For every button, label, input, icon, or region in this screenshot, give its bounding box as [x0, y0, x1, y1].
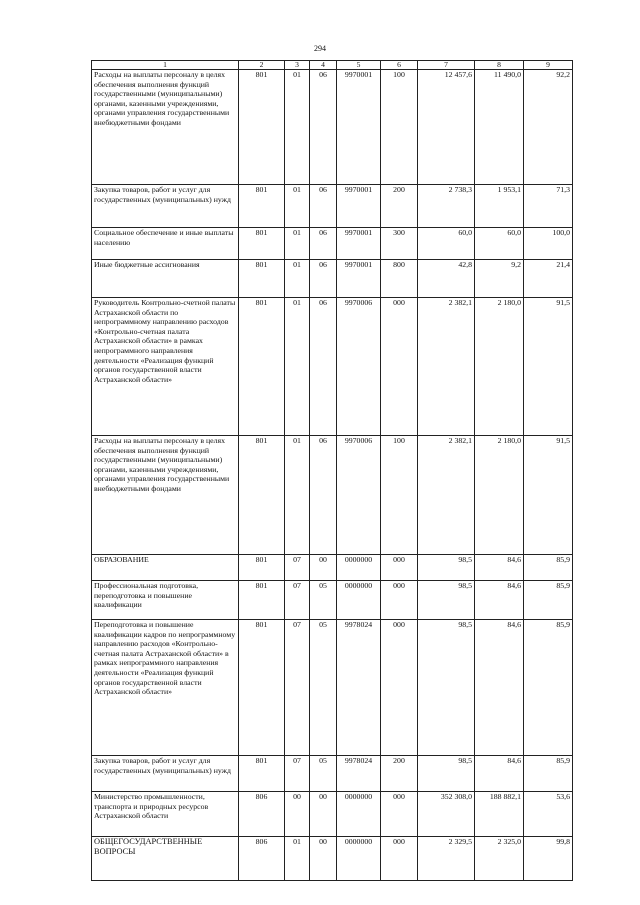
cell-ministry-code: 801 — [239, 70, 285, 185]
cell-percent: 85,9 — [524, 620, 573, 756]
row-name: Руководитель Контрольно-счетной палаты Астраханской области по непрограммному направлению расходов «Контрольно-счетная палата Астраханской области» в рамках непрограммного направления деятельности «Реализация функций органов государственной власти Астраханской области» — [92, 298, 239, 436]
cell-target-article: 0000000 — [337, 837, 381, 881]
cell-expense-type: 000 — [381, 837, 418, 881]
cell-percent: 91,5 — [524, 298, 573, 436]
row-name: Министерство промышленности, транспорта и природных ресурсов Астраханской области — [92, 792, 239, 837]
cell-section: 07 — [285, 756, 310, 792]
cell-section: 07 — [285, 620, 310, 756]
cell-expense-type: 200 — [381, 756, 418, 792]
cell-section: 07 — [285, 555, 310, 581]
cell-planned: 60,0 — [418, 228, 475, 260]
cell-target-article: 9970006 — [337, 298, 381, 436]
cell-target-article: 9970001 — [337, 185, 381, 228]
table-row — [92, 185, 573, 228]
cell-percent: 85,9 — [524, 756, 573, 792]
cell-percent: 100,0 — [524, 228, 573, 260]
cell-subsection: 06 — [310, 185, 337, 228]
header-cell: 5 — [337, 61, 381, 70]
page-number: 294 — [314, 44, 326, 53]
cell-ministry-code: 806 — [239, 792, 285, 837]
cell-percent: 92,2 — [524, 70, 573, 185]
cell-section: 01 — [285, 260, 310, 298]
cell-planned: 98,5 — [418, 555, 475, 581]
table-row — [92, 436, 573, 555]
header-cell: 6 — [381, 61, 418, 70]
row-name: Закупка товаров, работ и услуг для государственных (муниципальных) нужд — [92, 185, 239, 228]
cell-expense-type: 000 — [381, 555, 418, 581]
cell-percent: 91,5 — [524, 436, 573, 555]
header-cell: 3 — [285, 61, 310, 70]
cell-section: 01 — [285, 228, 310, 260]
cell-expense-type: 300 — [381, 228, 418, 260]
table-row — [92, 555, 573, 581]
cell-section: 01 — [285, 298, 310, 436]
cell-ministry-code: 806 — [239, 837, 285, 881]
cell-subsection: 06 — [310, 228, 337, 260]
cell-planned: 98,5 — [418, 620, 475, 756]
cell-planned: 98,5 — [418, 581, 475, 620]
header-cell: 9 — [524, 61, 573, 70]
cell-subsection: 06 — [310, 260, 337, 298]
cell-subsection: 05 — [310, 620, 337, 756]
budget-table — [91, 60, 573, 881]
cell-subsection: 00 — [310, 555, 337, 581]
cell-expense-type: 000 — [381, 620, 418, 756]
cell-planned: 98,5 — [418, 756, 475, 792]
table-row — [92, 298, 573, 436]
cell-section: 01 — [285, 837, 310, 881]
table-row — [92, 756, 573, 792]
cell-actual: 1 953,1 — [475, 185, 524, 228]
cell-expense-type: 200 — [381, 185, 418, 228]
cell-ministry-code: 801 — [239, 436, 285, 555]
header-cell: 4 — [310, 61, 337, 70]
cell-target-article: 0000000 — [337, 581, 381, 620]
cell-target-article: 9970006 — [337, 436, 381, 555]
cell-percent: 53,6 — [524, 792, 573, 837]
cell-planned: 2 329,5 — [418, 837, 475, 881]
cell-target-article: 9978024 — [337, 756, 381, 792]
cell-section: 01 — [285, 70, 310, 185]
table-row — [92, 70, 573, 185]
cell-ministry-code: 801 — [239, 620, 285, 756]
cell-planned: 352 308,0 — [418, 792, 475, 837]
cell-actual: 84,6 — [475, 620, 524, 756]
cell-planned: 2 382,1 — [418, 298, 475, 436]
cell-actual: 84,6 — [475, 756, 524, 792]
row-name: Социальное обеспечение и иные выплаты населению — [92, 228, 239, 260]
cell-ministry-code: 801 — [239, 756, 285, 792]
cell-actual: 60,0 — [475, 228, 524, 260]
header-cell: 8 — [475, 61, 524, 70]
cell-subsection: 05 — [310, 756, 337, 792]
cell-expense-type: 800 — [381, 260, 418, 298]
cell-actual: 2 180,0 — [475, 298, 524, 436]
cell-expense-type: 000 — [381, 298, 418, 436]
cell-percent: 99,8 — [524, 837, 573, 881]
cell-section: 01 — [285, 185, 310, 228]
cell-expense-type: 100 — [381, 70, 418, 185]
table-row — [92, 228, 573, 260]
row-name: Переподготовка и повышение квалификации кадров по непрограммному направлению расходов «Контрольно-счетная палата Астраханской области» в рамках непрограммного направления деятельности «Реализация функций органов государственной власти Астраханской области» — [92, 620, 239, 756]
cell-percent: 85,9 — [524, 581, 573, 620]
cell-target-article: 9978024 — [337, 620, 381, 756]
cell-subsection: 00 — [310, 837, 337, 881]
cell-actual: 84,6 — [475, 581, 524, 620]
cell-section: 00 — [285, 792, 310, 837]
cell-planned: 2 382,1 — [418, 436, 475, 555]
row-name: Иные бюджетные ассигнования — [92, 260, 239, 298]
header-cell: 7 — [418, 61, 475, 70]
cell-ministry-code: 801 — [239, 581, 285, 620]
cell-target-article: 0000000 — [337, 792, 381, 837]
cell-expense-type: 000 — [381, 581, 418, 620]
cell-ministry-code: 801 — [239, 298, 285, 436]
cell-planned: 12 457,6 — [418, 70, 475, 185]
cell-subsection: 06 — [310, 70, 337, 185]
cell-subsection: 06 — [310, 298, 337, 436]
cell-ministry-code: 801 — [239, 260, 285, 298]
cell-ministry-code: 801 — [239, 185, 285, 228]
row-name: Профессиональная подготовка, переподготовка и повышение квалификации — [92, 581, 239, 620]
cell-actual: 11 490,0 — [475, 70, 524, 185]
table-row — [92, 581, 573, 620]
cell-section: 07 — [285, 581, 310, 620]
row-name: Закупка товаров, работ и услуг для государственных (муниципальных) нужд — [92, 756, 239, 792]
row-name: Расходы на выплаты персоналу в целях обеспечения выполнения функций государственными (муниципальными) органами, казенными учреждениями, органами управления государственными внебюджетными фондами — [92, 436, 239, 555]
header-cell: 2 — [239, 61, 285, 70]
cell-ministry-code: 801 — [239, 228, 285, 260]
cell-ministry-code: 801 — [239, 555, 285, 581]
cell-actual: 9,2 — [475, 260, 524, 298]
cell-actual: 2 325,0 — [475, 837, 524, 881]
row-name: ОБРАЗОВАНИЕ — [92, 555, 239, 581]
cell-expense-type: 000 — [381, 792, 418, 837]
cell-percent: 85,9 — [524, 555, 573, 581]
cell-actual: 84,6 — [475, 555, 524, 581]
table-row — [92, 792, 573, 837]
cell-subsection: 06 — [310, 436, 337, 555]
cell-planned: 2 738,3 — [418, 185, 475, 228]
cell-section: 01 — [285, 436, 310, 555]
cell-subsection: 05 — [310, 581, 337, 620]
cell-planned: 42,8 — [418, 260, 475, 298]
table-row — [92, 620, 573, 756]
row-name: ОБЩЕГОСУДАРСТВЕННЫЕ ВОПРОСЫ — [92, 837, 239, 881]
cell-target-article: 9970001 — [337, 260, 381, 298]
cell-target-article: 9970001 — [337, 70, 381, 185]
table-row — [92, 260, 573, 298]
cell-actual: 188 882,1 — [475, 792, 524, 837]
row-name: Расходы на выплаты персоналу в целях обеспечения выполнения функций государственными (муниципальными) органами, казенными учреждениями, органами управления государственными внебюджетными фондами — [92, 70, 239, 185]
cell-percent: 21,4 — [524, 260, 573, 298]
table-row — [92, 837, 573, 881]
cell-actual: 2 180,0 — [475, 436, 524, 555]
cell-target-article: 0000000 — [337, 555, 381, 581]
cell-target-article: 9970001 — [337, 228, 381, 260]
header-row — [92, 61, 573, 70]
cell-subsection: 00 — [310, 792, 337, 837]
cell-expense-type: 100 — [381, 436, 418, 555]
header-cell: 1 — [92, 61, 239, 70]
cell-percent: 71,3 — [524, 185, 573, 228]
